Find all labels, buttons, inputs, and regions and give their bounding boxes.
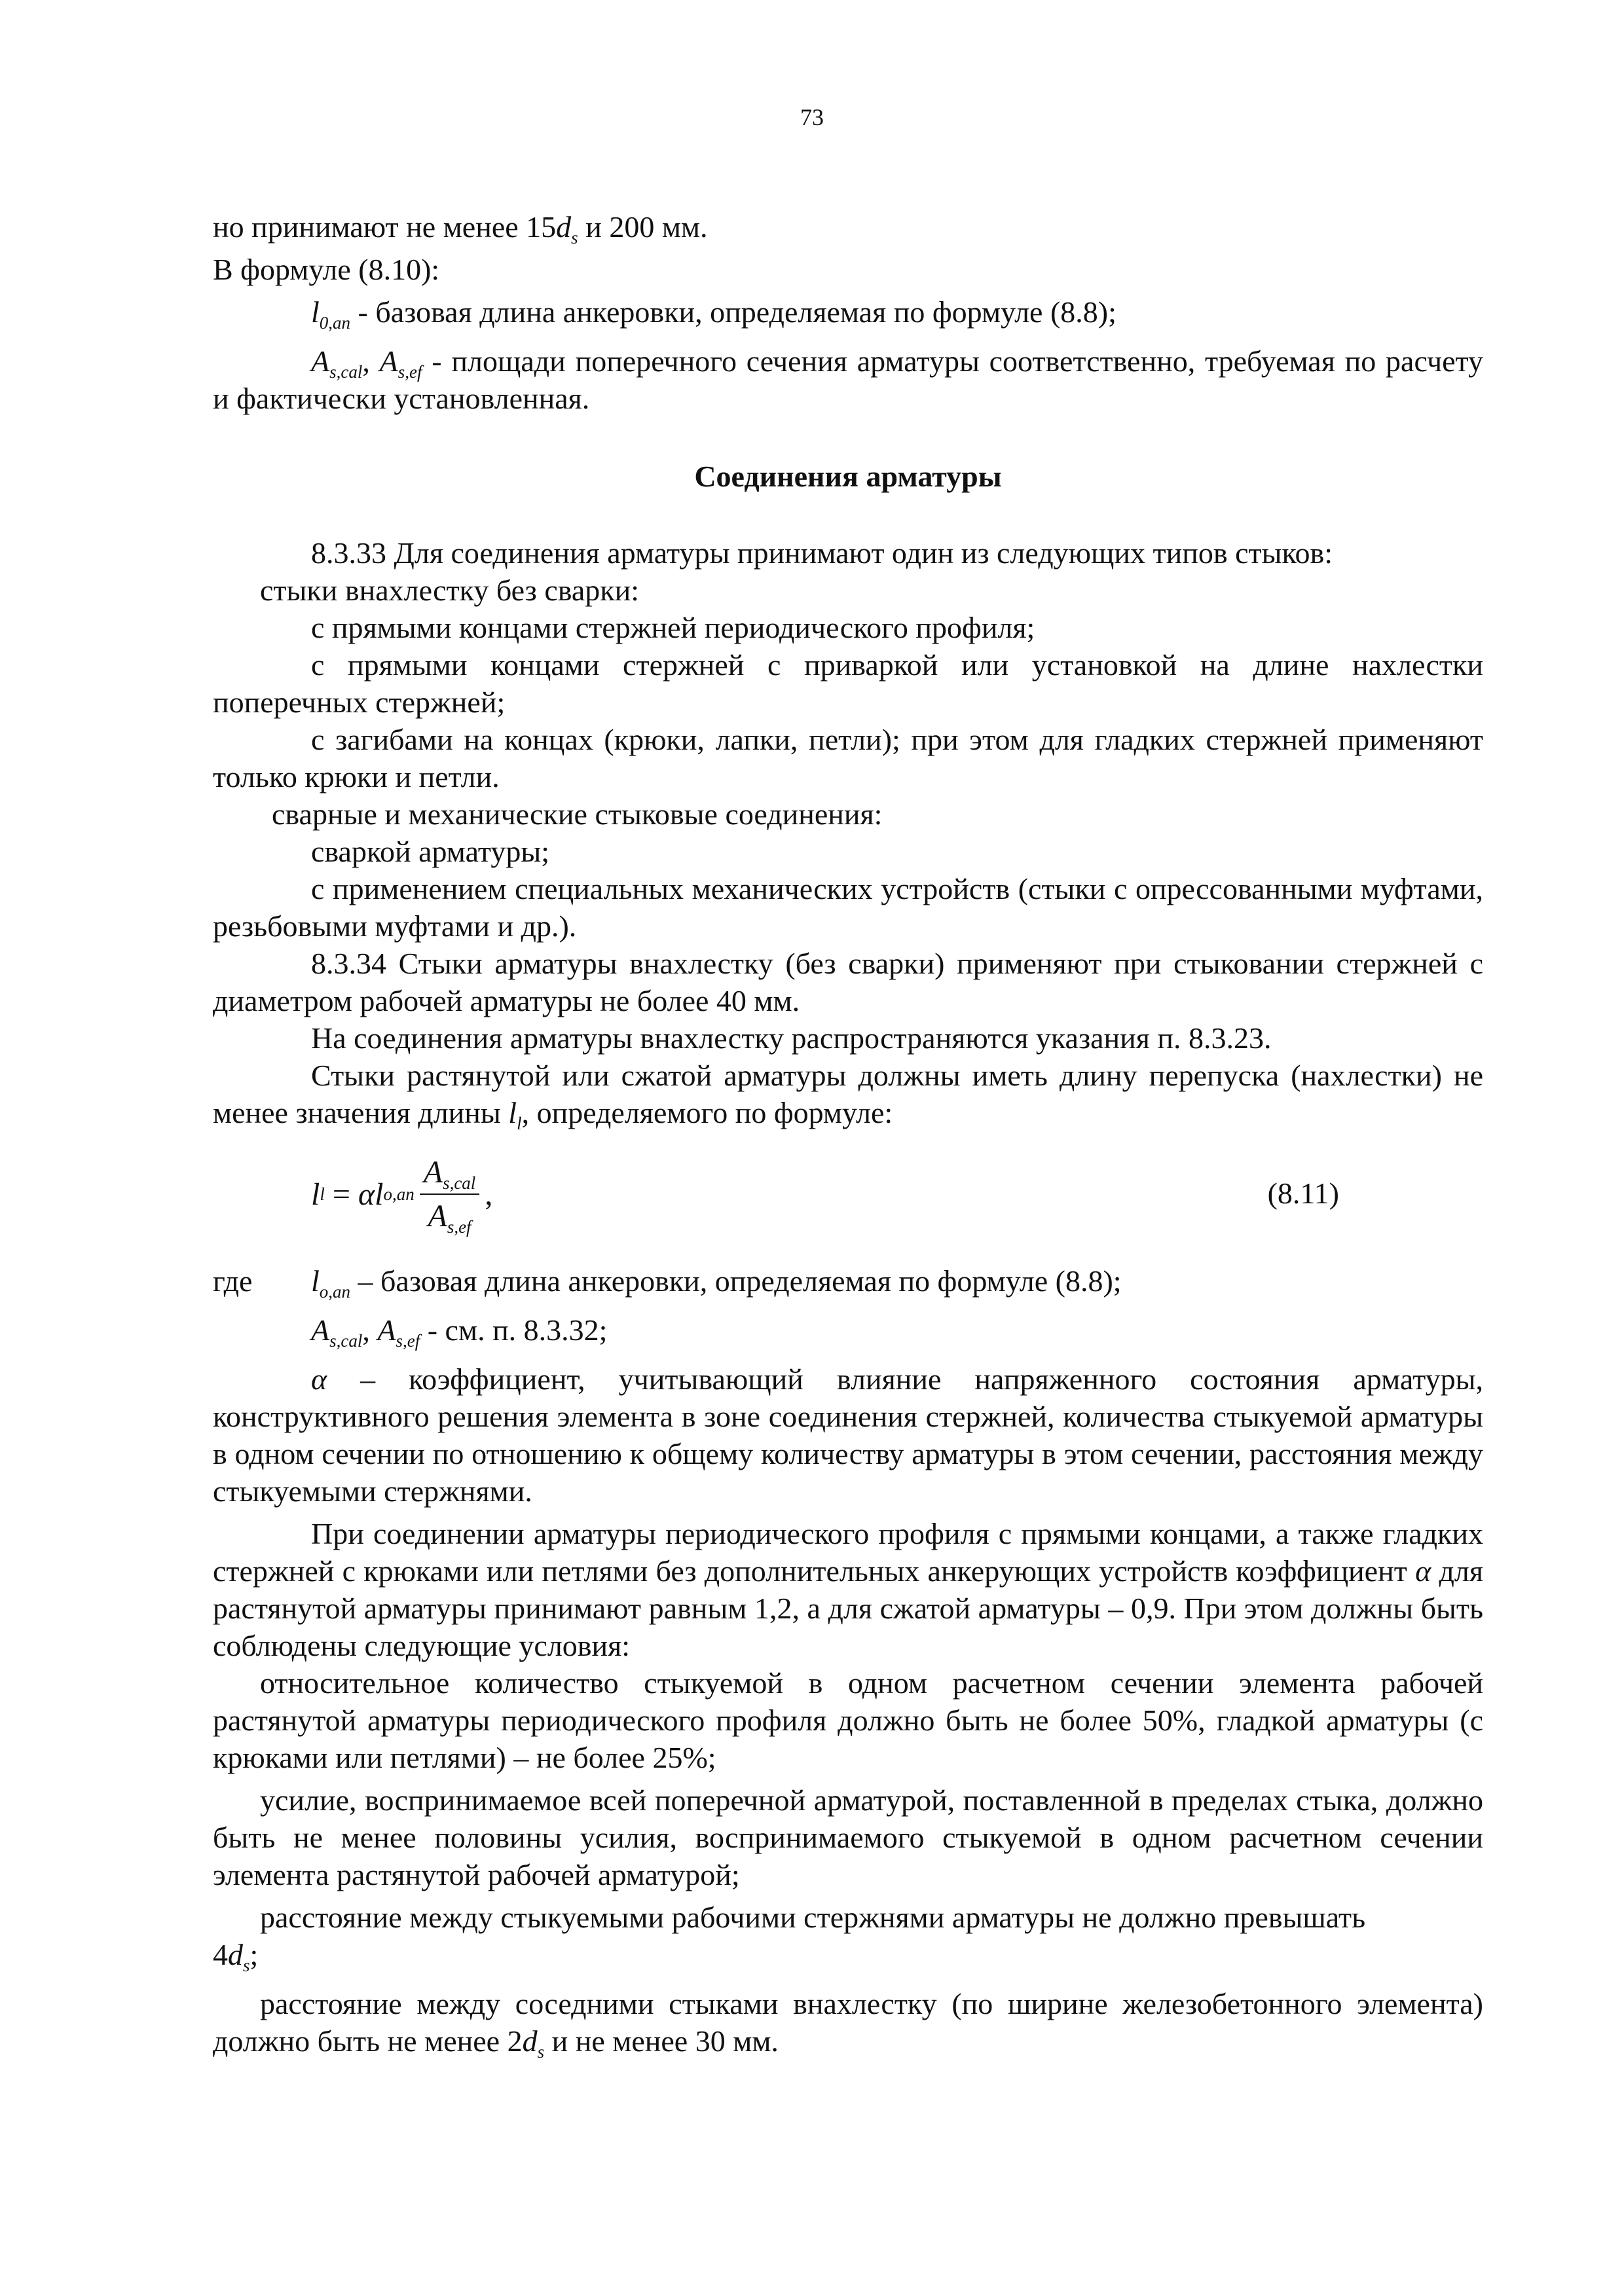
list-welded-cross-bars: с прямыми концами стержней с приваркой или установкой на длине нахлестки поперечных стержней; xyxy=(213,648,1483,719)
list-welding: сваркой арматуры; xyxy=(311,835,550,868)
conditions-intro: При соединении арматуры периодического профиля с прямыми концами, а также гладких стержней с крюками или петлями без дополнительных анкерующих устройств коэффициент α для растянутой арматуры принимают равным 1,2, а для сжатой арматуры – 0,9. При этом должны быть соблюдены следующие условия: xyxy=(213,1517,1483,1662)
formula-expression: l l = α l o,an $\frac{A_{s,cal}}{A_{s,ef}}$ , xyxy=(311,1155,493,1237)
list-lap-joints: стыки внахлестку без сварки: xyxy=(260,574,640,607)
list-mechanical-devices: с применением специальных механических устройств (стыки с опрессованными муфтами, резьбовыми муфтами и др.). xyxy=(213,872,1483,943)
section-heading: Соединения арматуры xyxy=(694,460,1002,493)
condition-relative-amount: относительное количество стыкуемой в одном расчетном сечении элемента рабочей растянутой арматуры периодического профиля должно быть не более 50%, гладкой арматуры (с крюками или петлями) – не более 25%; xyxy=(213,1666,1483,1774)
page-number: 73 xyxy=(800,104,824,130)
list-bent-ends: с загибами на концах (крюки, лапки, петли); при этом для гладких стержней применяют только крюки и петли. xyxy=(213,723,1483,793)
clause-8-3-33: 8.3.33 Для соединения арматуры принимают один из следующих типов стыков: xyxy=(311,536,1333,570)
overlap-length-text: Стыки растянутой или сжатой арматуры должны иметь длину перепуска (нахлестки) не менее значения длины $l_l$, определяемого по формуле: xyxy=(213,1059,1483,1133)
formula-fraction: $\frac{A_{s,cal}}{A_{s,ef}}$ xyxy=(420,1154,480,1235)
condition-bar-spacing: расстояние между стыкуемыми рабочими стержнями арматуры не должно превышать $4d_s$; xyxy=(213,1901,1366,1975)
condition-transverse-force: усилие, воспринимаемое всей поперечной арматурой, поставленной в пределах стыка, должно быть не менее половины усилия, воспринимаемого стыкуемой в одном расчетном сечении элемента растянутой рабочей арматурой; xyxy=(213,1783,1483,1891)
where-definition-alpha: α – коэффициент, учитывающий влияние напряженного состояния арматуры, конструктивного решения элемента в зоне соединения стержней, количества стыкуемой арматуры в одном сечении по отношению к общему количеству арматуры в этом сечении, расстояния между стыкуемыми стержнями. xyxy=(213,1362,1483,1508)
intro-definition-l0an: $l_{0,an}$ - базовая длина анкеровки, определяемая по формуле (8.8); xyxy=(311,295,1116,333)
where-label: где xyxy=(213,1264,253,1298)
clause-8-3-34: 8.3.34 Стыки арматуры внахлестку (без сварки) применяют при стыковании стержней с диаметром рабочей арматуры не более 40 мм. xyxy=(213,947,1483,1017)
list-straight-ends: с прямыми концами стержней периодического профиля; xyxy=(311,611,1035,644)
where-definition-areas: $A_{s,cal}$, $A_{s,ef}$ - см. п. 8.3.32; xyxy=(311,1313,608,1351)
reference-8-3-23: На соединения арматуры внахлестку распространяются указания п. 8.3.23. xyxy=(311,1021,1272,1055)
intro-line-2: В формуле (8.10): xyxy=(213,253,440,286)
list-welded-mechanical: сварные и механические стыковые соединения: xyxy=(272,797,883,831)
intro-line-1: но принимают не менее $15d_s$ и 200 мм. xyxy=(213,210,708,247)
intro-definition-areas: $A_{s,cal}$, $A_{s,ef}$ - площади поперечного сечения арматуры соответственно, требуемая по расчету и фактически установленная. xyxy=(213,344,1484,415)
formula-8-11 xyxy=(213,1148,1483,1247)
document-body xyxy=(213,208,1483,2060)
condition-joint-spacing: расстояние между соседними стыками внахлестку (по ширине железобетонного элемента) должно быть не менее $2d_s$ и не менее 30 мм. xyxy=(213,1987,1483,2062)
equation-number: (8.11) xyxy=(1267,1176,1339,1210)
where-definition-l0an: где $l_{o,an}$ – базовая длина анкеровки, определяемая по формуле (8.8); xyxy=(213,1262,1483,1300)
